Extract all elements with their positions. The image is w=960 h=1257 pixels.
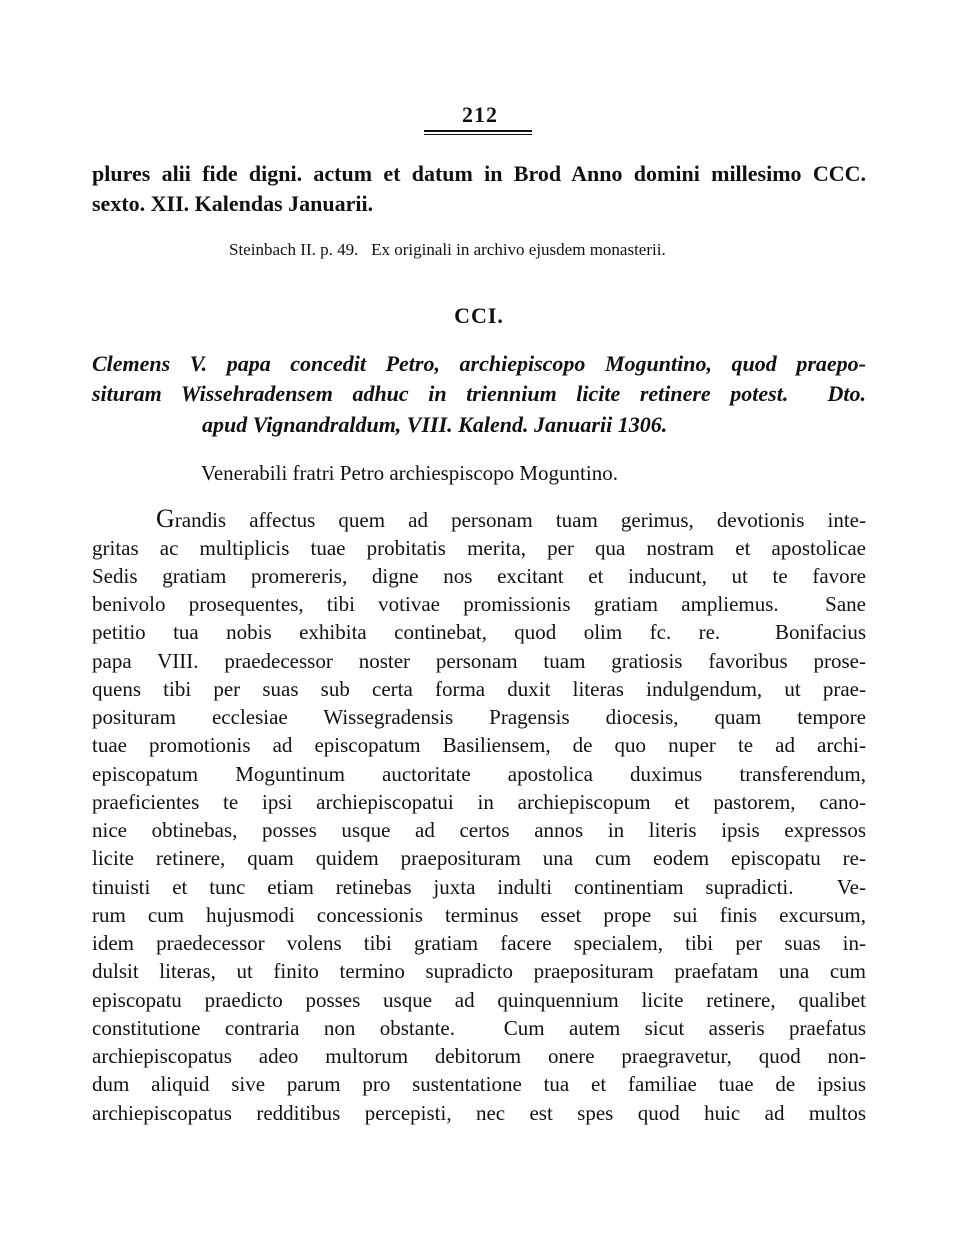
address-line: Venerabili fratri Petro archiespiscopo Moguntino. (201, 461, 618, 485)
body-line: petitio tua nobis exhibita continebat, quod olim fc. re. Bonifacius (92, 620, 866, 644)
body-first-line (156, 505, 866, 534)
body-line: rum cum hujusmodi concessionis terminus esset prope sui finis excursum, (92, 903, 866, 927)
page-number-rule (424, 130, 532, 132)
initial-letter: G (156, 504, 175, 533)
regest-line-3: apud Vignandraldum, VIII. Kalend. Januarii 1306. (202, 412, 668, 437)
body-line: dum aliquid sive parum pro sustentatione tua et familiae tuae de ipsius (92, 1072, 866, 1096)
body-line: tinuisti et tunc etiam retinebas juxta indulti continentiam supradicti. Ve- (92, 875, 866, 899)
body-line: posituram ecclesiae Wissegradensis Pragensis diocesis, quam tempore (92, 705, 866, 729)
body-line: tuae promotionis ad episcopatum Basiliensem, de quo nuper te ad archi- (92, 733, 866, 757)
body-line: episcopatu praedicto posses usque ad quinquennium licite retinere, qualibet (92, 988, 866, 1012)
document-number-heading: CCI. (454, 303, 504, 328)
body-line: nice obtinebas, posses usque ad certos annos in literis ipsis expressos (92, 818, 866, 842)
body-first-line-text: randis affectus quem ad personam tuam gerimus, devotionis inte- (174, 508, 866, 532)
source-note: Steinbach II. p. 49. Ex originali in archivo ejusdem monasterii. (229, 240, 666, 259)
top-paragraph-line-2: sexto. XII. Kalendas Januarii. (92, 191, 374, 216)
regest-line-1: Clemens V. papa concedit Petro, archiepiscopo Moguntino, quod praepo- (92, 351, 866, 376)
top-paragraph-line-1: plures alii fide digni. actum et datum in Brod Anno domini millesimo CCC. (92, 161, 866, 186)
body-line: constitutione contraria non obstante. Cum autem sicut asseris praefatus (92, 1016, 866, 1040)
body-line: praeficientes te ipsi archiepiscopatui in archiepiscopum et pastorem, cano- (92, 790, 866, 814)
body-line: Sedis gratiam promereris, digne nos excitant et inducunt, ut te favore (92, 564, 866, 588)
body-line: episcopatum Moguntinum auctoritate apostolica duximus transferendum, (92, 762, 866, 786)
body-line: benivolo prosequentes, tibi votivae promissionis gratiam ampliemus. Sane (92, 592, 866, 616)
page-number-rule-thin (424, 134, 532, 135)
body-line: dulsit literas, ut finito termino supradicto praeposituram praefatam una cum (92, 959, 866, 983)
body-line: archiepiscopatus adeo multorum debitorum onere praegravetur, quod non- (92, 1044, 866, 1068)
body-line: papa VIII. praedecessor noster personam tuam gratiosis favoribus prose- (92, 649, 866, 673)
body-line: quens tibi per suas sub certa forma duxit literas indulgendum, ut prae- (92, 677, 866, 701)
regest-line-2: situram Wissehradensem adhuc in triennium licite retinere potest. Dto. (92, 381, 866, 406)
page-number: 212 (462, 102, 498, 127)
body-line: archiepiscopatus redditibus percepisti, nec est spes quod huic ad multos (92, 1101, 866, 1125)
body-line: idem praedecessor volens tibi gratiam facere specialem, tibi per suas in- (92, 931, 866, 955)
body-line: licite retinere, quam quidem praeposituram una cum eodem episcopatu re- (92, 846, 866, 870)
body-line: gritas ac multiplicis tuae probitatis merita, per qua nostram et apostolicae (92, 536, 866, 560)
